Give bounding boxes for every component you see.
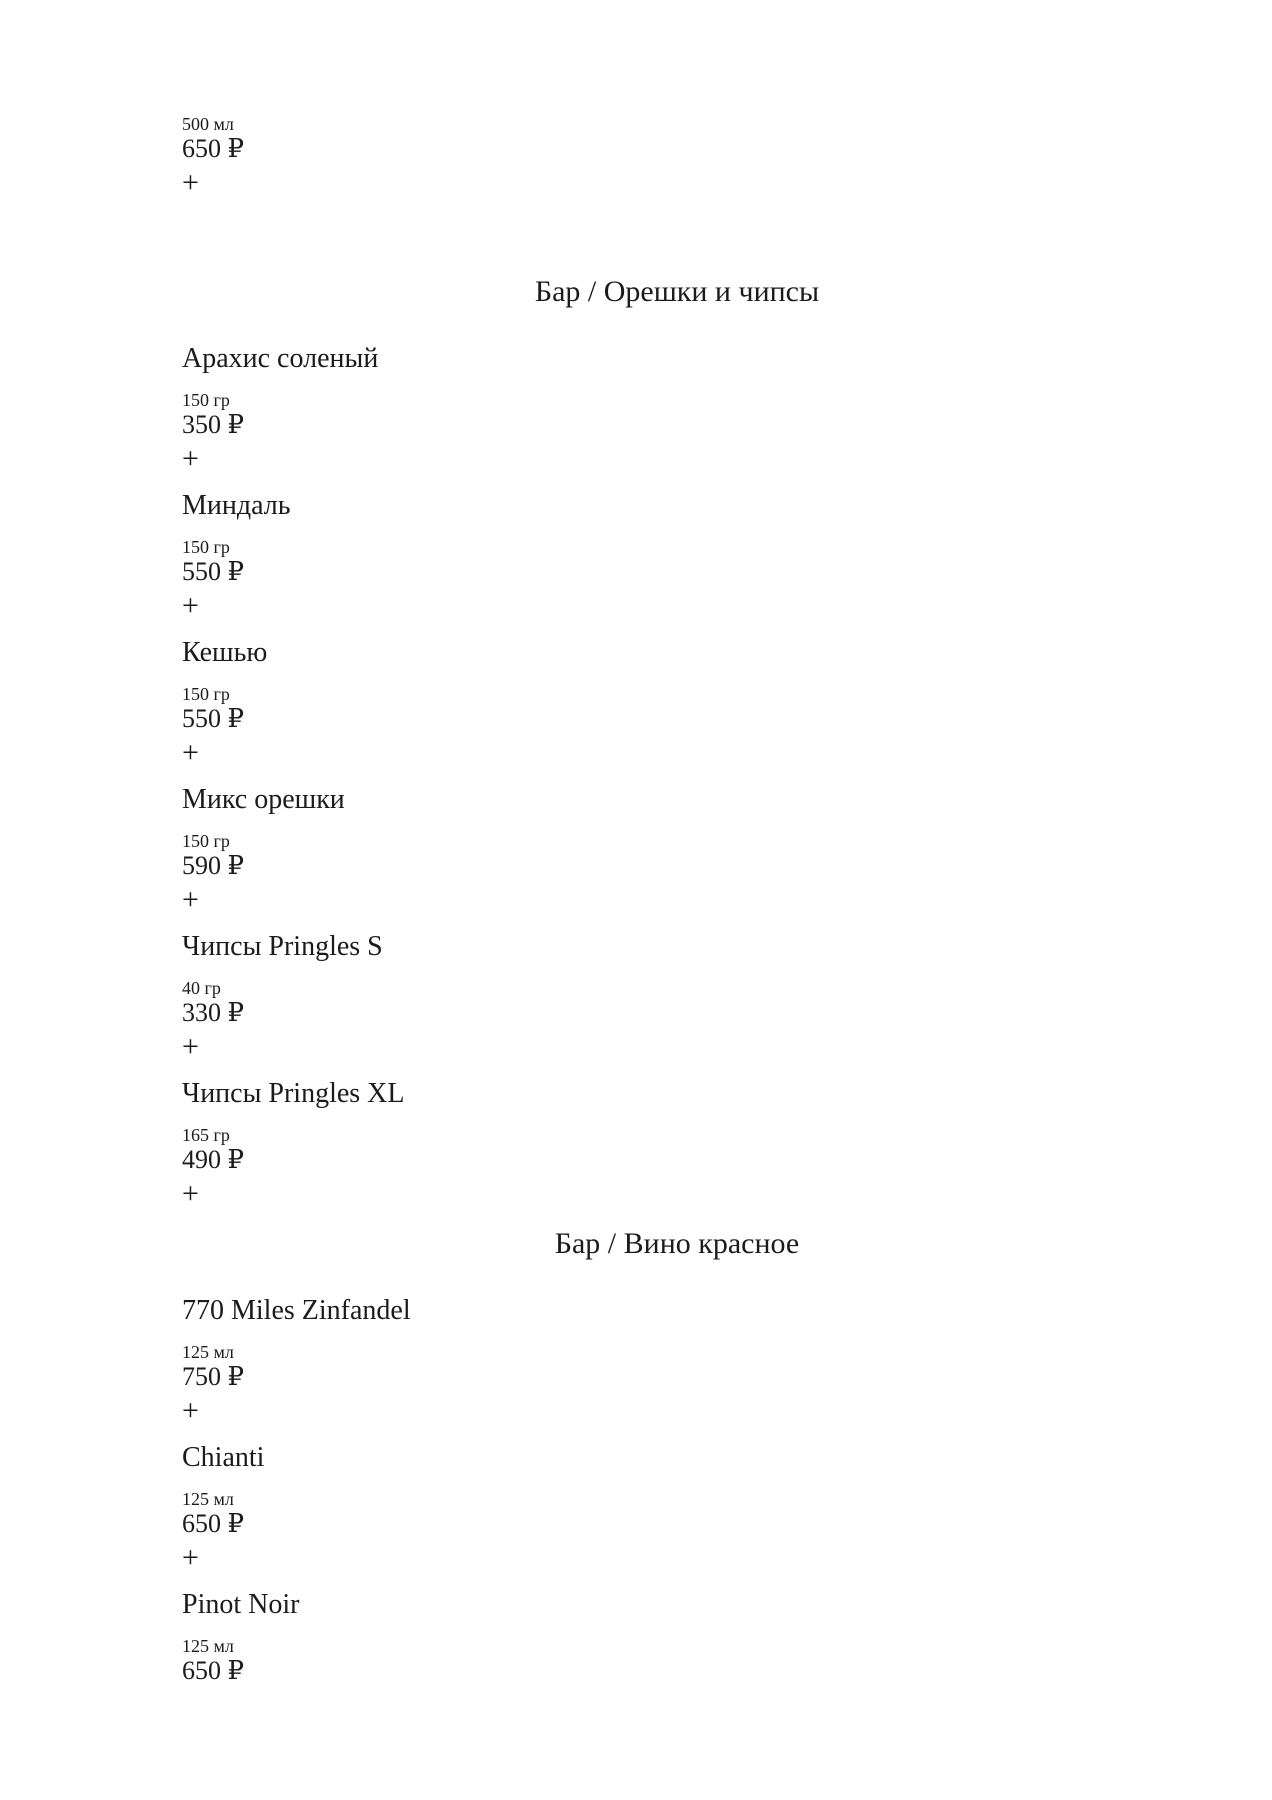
section-items [182, 1294, 1172, 1686]
item-price: 550 ₽ [182, 704, 245, 733]
add-item-button[interactable]: + [182, 1177, 199, 1210]
item-price: 750 ₽ [182, 1362, 245, 1391]
add-item-button[interactable]: + [182, 1394, 199, 1427]
item-portion: 40 гр [182, 978, 221, 998]
add-item-button[interactable]: + [182, 442, 199, 475]
item-price: 550 ₽ [182, 557, 245, 586]
item-price: 330 ₽ [182, 998, 245, 1027]
item-name: Чипсы Pringles S [182, 931, 383, 962]
menu-section [182, 1224, 1172, 1686]
section-items [182, 342, 1172, 1209]
menu-item [182, 489, 1172, 621]
item-name: Миндаль [182, 490, 291, 521]
menu-section [182, 272, 1172, 1209]
item-name: Chianti [182, 1442, 265, 1473]
item-portion: 150 гр [182, 831, 230, 851]
item-price: 490 ₽ [182, 1145, 245, 1174]
item-name: Арахис соленый [182, 343, 379, 374]
menu-item [182, 1077, 1172, 1209]
item-portion: 125 мл [182, 1342, 234, 1362]
menu-item-partial [182, 0, 1172, 198]
item-price: 650 ₽ [182, 1656, 245, 1685]
menu-item [182, 342, 1172, 474]
add-item-button[interactable]: + [182, 1541, 199, 1574]
menu-item [182, 1294, 1172, 1426]
item-portion: 125 мл [182, 1636, 234, 1656]
add-item-button[interactable]: + [182, 883, 199, 916]
add-item-button[interactable]: + [182, 736, 199, 769]
item-portion: 165 гр [182, 1125, 230, 1145]
item-name: Микс орешки [182, 784, 345, 815]
menu-item [182, 1588, 1172, 1686]
item-price: 650 ₽ [182, 134, 245, 163]
item-portion: 500 мл [182, 114, 234, 134]
menu-sections [182, 272, 1172, 1686]
item-name: 770 Miles Zinfandel [182, 1295, 411, 1326]
item-name: Кешью [182, 637, 268, 668]
item-price: 350 ₽ [182, 410, 245, 439]
menu-item [182, 1441, 1172, 1573]
menu-item [182, 636, 1172, 768]
item-price: 650 ₽ [182, 1509, 245, 1538]
item-portion: 150 гр [182, 390, 230, 410]
item-portion: 125 мл [182, 1489, 234, 1509]
item-price: 590 ₽ [182, 851, 245, 880]
add-item-button[interactable]: + [182, 166, 199, 199]
add-item-button[interactable]: + [182, 1030, 199, 1063]
item-portion: 150 гр [182, 537, 230, 557]
menu-item [182, 783, 1172, 915]
section-heading: Бар / Вино красное [554, 1227, 800, 1260]
item-portion: 150 гр [182, 684, 230, 704]
add-item-button[interactable]: + [182, 589, 199, 622]
item-name: Чипсы Pringles XL [182, 1078, 405, 1109]
item-name: Pinot Noir [182, 1589, 300, 1620]
menu-item [182, 930, 1172, 1062]
menu-content [182, 0, 1172, 1686]
section-heading: Бар / Орешки и чипсы [534, 275, 820, 308]
